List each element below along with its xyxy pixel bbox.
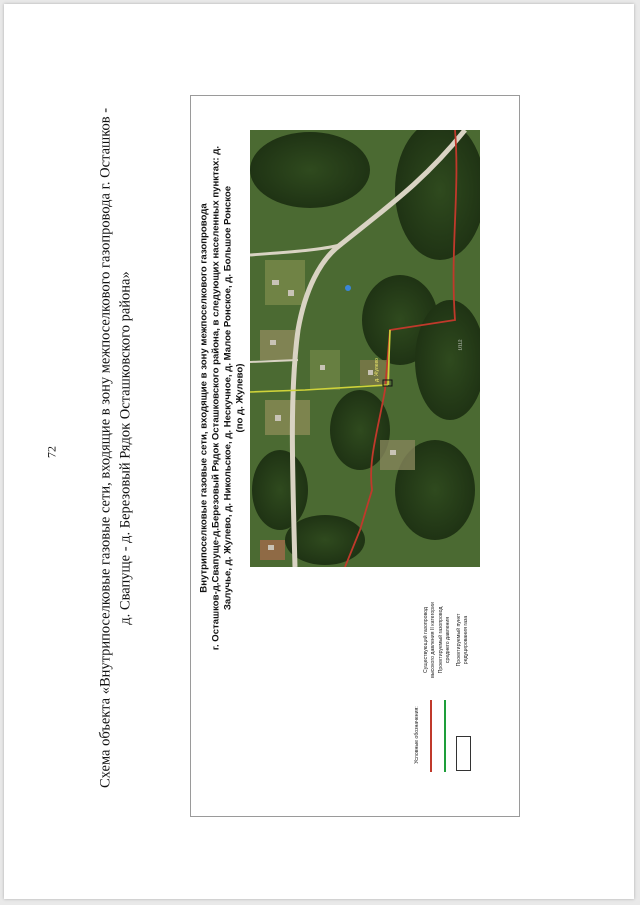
legend-projected-pipeline-label-1: Проектируемый газопровод bbox=[438, 606, 444, 674]
legend-existing-pipeline-swatch bbox=[430, 700, 432, 772]
scheme-heading-line-2: г. Осташков-д.Свапуще-д.Березовый Рядок Осташковского района, в следующих населенных пунктах: д. bbox=[210, 145, 222, 651]
satellite-map bbox=[250, 130, 480, 567]
page-number: 72 bbox=[44, 446, 59, 458]
legend-existing-pipeline-label-1: Существующий газопровод bbox=[423, 607, 429, 673]
scheme-heading-line-4: (по д. Жулево) bbox=[234, 363, 246, 433]
scheme-heading-line-1: Внутрипоселковые газовые сети, входящие в зону межпоселкового газопровода bbox=[198, 203, 210, 593]
legend-title: Условные обозначения: bbox=[414, 706, 420, 764]
document-title-line-2: д. Свапуще - д. Березовый Рядок Осташковского района» bbox=[117, 271, 134, 625]
map-label-parcel: 1/112 bbox=[457, 339, 463, 351]
map-label-village: д. Жулево bbox=[374, 358, 380, 382]
legend-reduction-point-swatch bbox=[456, 736, 471, 771]
document-title-line-1: Схема объекта «Внутрипоселковые газовые сети, входящие в зону межпоселкового газопровода г. Осташков - bbox=[97, 107, 114, 789]
scheme-heading-line-3: Залучье, д. Жулево, д. Никольское, д. Нескучное, д. Малое Ронское, д. Большое Ронское bbox=[222, 185, 234, 611]
pond-marker bbox=[345, 285, 351, 291]
legend-existing-pipeline-label-2: высокого давления II категории bbox=[430, 602, 436, 678]
legend-projected-pipeline-label-2: среднего давления bbox=[445, 616, 451, 664]
legend-projected-pipeline-swatch bbox=[444, 700, 446, 772]
legend-reduction-point-label-2: редуцирования газа bbox=[463, 615, 469, 665]
legend-reduction-point-label-1: Проектируемый пункт bbox=[456, 613, 462, 667]
